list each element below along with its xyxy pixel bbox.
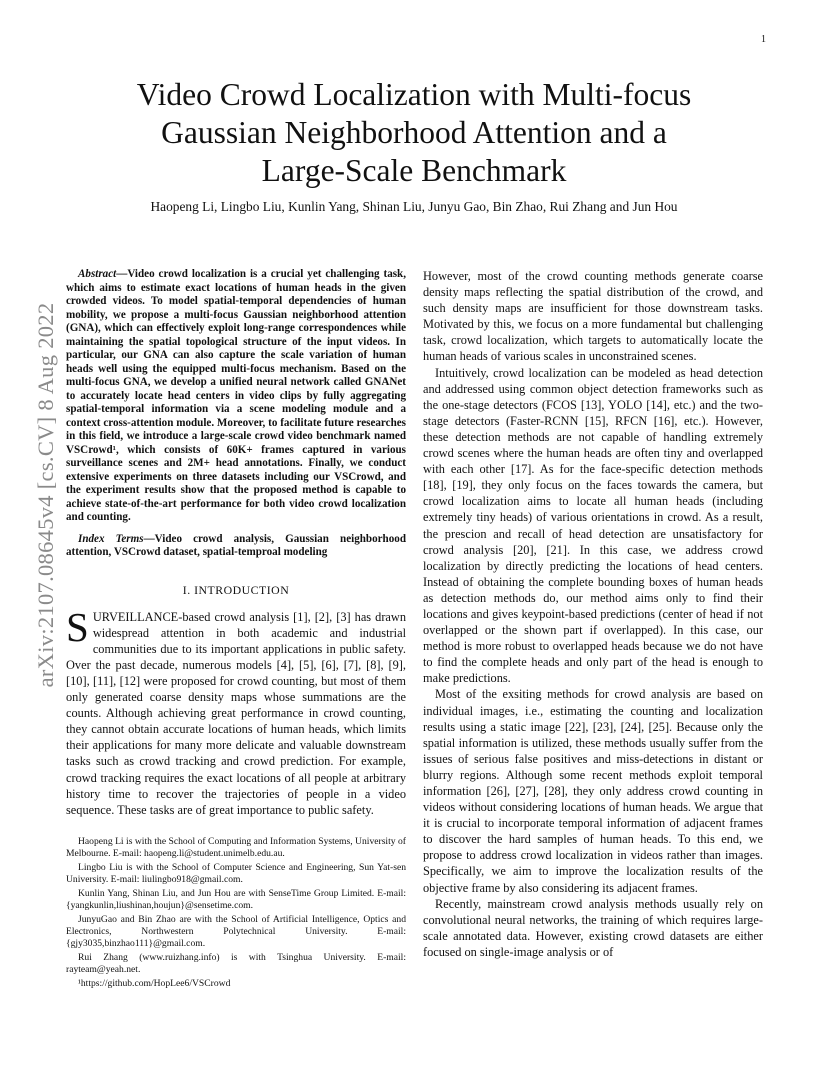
abstract-text: —Video crowd localization is a crucial yet challenging task, which aims to estimate exact locations of human heads in the given crowded videos. To model spatial-temporal dependencies of human mobility, we propose a multi-focus Gaussian neighborhood attention (GNA), which can effectively exploit long-range correspondences while maintaining the spatial topological structure of the input videos. In particular, our GNA can also capture the scale variation of human heads well using the equipped multi-focus mechanism. Based on the multi-focus GNA, we develop a unified neural network called GNANet to accurately locate head centers in video clips by fully aggregating spatial-temporal information via a scene modeling module and a context cross-attention module. Moreover, to facilitate future researches in this field, we introduce a large-scale crowd video benchmark named VSCrowd¹, which consists of 60K+ frames captured in various surveillance scenes and 2M+ head annotations. Finally, we conduct extensive experiments on three datasets including our VSCrowd, and the experiment results show that the proposed method is capable to achieve state-of-the-art performance for both video crowd localization and counting. <box>66 268 406 523</box>
title-line: Large-Scale Benchmark <box>261 153 567 188</box>
intro-paragraph <box>66 603 406 818</box>
index-terms-label: Index Terms <box>78 532 144 545</box>
footnote: JunyuGao and Bin Zhao are with the School of Artificial Intelligence, Optics and Electronics, Northwestern Polytechnical University. E-mail: {gjy3035,binzhao111}@gmail.com. <box>66 913 406 949</box>
footnote-link: ¹https://github.com/HopLee6/VSCrowd <box>78 977 231 989</box>
title-line: Gaussian Neighborhood Attention and a <box>161 115 667 150</box>
index-terms-text: —Video crowd analysis, Gaussian neighborhood attention, VSCrowd dataset, spatial-temproal modeling <box>66 532 406 558</box>
footnote: Kunlin Yang, Shinan Liu, and Jun Hou are with SenseTime Group Limited. E-mail: {yangkunlin,liushinan,houjun}@sensetime.com. <box>66 887 406 911</box>
left-column <box>66 268 406 992</box>
body-paragraph: Intuitively, crowd localization can be modeled as head detection and addressed using common object detection frameworks such as the one-stage detectors (FCOS [13], YOLO [14], etc.) and the two-stage detectors (Faster-RCNN [15], RFCN [16], etc.). However, these detection methods are not capable of handling extremely crowd scenes where the human heads are often tiny and overlapped with each other [17]. As for the face-specific detection methods [18], [19], they only focus on the faces towards the camera, but crowd localization aims to locate all human heads (including extremely tiny heads) of various orientations in crowd. As a result, the prescion and recall of head detection are unsatisfactory for crowd analysis [20], [21]. In this case, we address crowd localization by directly predicting the locations of head centers. Instead of obtaining the complete bounding boxes of human heads as detection methods do, our method aims only to find their locations and gives keypoint-based predictions (center of head if not overlapped or the shown part if overlapped). In this case, our method is more robust to overlapped heads because we do not have to find the complete heads and only part of the head is enough to make predictions. <box>423 365 763 686</box>
body-paragraph: However, most of the crowd counting methods generate coarse density maps reflecting the spatial distribution of the crowd, and such density maps are insufficient for those downstream tasks. Motivated by this, we focus on a more fundamental but challenging task, crowd localization, which targets to automatically locate the human heads of various scales in unconstrained scenes. <box>423 269 763 364</box>
page-number: 1 <box>761 34 766 45</box>
intro-text: URVEILLANCE-based crowd analysis [1], [2], [3] has drawn widespread attention in both academic and industrial communities due to its important applications in public safety. Over the past decade, numerous models [4], [5], [6], [7], [8], [9], [10], [11], [12] were proposed for crowd counting, but most of them only generated coarse density maps whose summations are the counts. Although achieving great performance in crowd counting, they cannot obtain accurate locations of human heads, which limits their applications for many more delicate and valuable downstream tasks such as crowd tracking and crowd prediction. For example, crowd tracking requires the exact locations of all people at arbitrary history time to recover the trajectories of people in a video sequence. These tasks are of great importance to public safety. <box>66 609 406 817</box>
title-line: Video Crowd Localization with Multi-focus <box>136 77 692 112</box>
drop-cap: S <box>66 603 89 650</box>
section-heading: I. INTRODUCTION <box>182 582 290 597</box>
arxiv-stamp <box>33 290 58 700</box>
index-terms <box>66 533 406 560</box>
right-column <box>423 268 763 960</box>
arxiv-stamp-text: arXiv:2107.08645v4 [cs.CV] 8 Aug 2022 <box>33 302 58 688</box>
body-paragraph: Most of the exsiting methods for crowd analysis are based on individual images, i.e., estimating the counting and localization results using a static image [22], [23], [24], [25]. Because only the spatial information is utilized, these methods usually suffer from the issues of serious false positives and miss-detections in distant or blurry regions. Although some recent methods exploit temporal information [26], [27], [28], they only address crowd counting in videos without considering locations of human heads. We argue that it is crucial to incorporate temporal information of adjacent frames to discover the hard samples of human heads. To this end, we propose to address crowd localization in videos rather than images. Specifically, we aim to improve the localization results of the objective frame by also considering its adjacent frames. <box>423 687 763 895</box>
abstract <box>66 268 406 525</box>
footnote: Rui Zhang (www.ruizhang.info) is with Tsinghua University. E-mail: rayteam@yeah.net. <box>66 951 406 975</box>
body-paragraph: Recently, mainstream crowd analysis methods usually rely on convolutional neural networks, the training of which requires large-scale annotated data. However, existing crowd datasets are either focused on single-image analysis or of <box>423 896 763 959</box>
paper-title <box>70 76 758 190</box>
abstract-label: Abstract <box>78 268 117 280</box>
footnote: Lingbo Liu is with the School of Computer Science and Engineering, Sun Yat-sen University. E-mail: liulingbo918@gmail.com. <box>66 861 406 885</box>
author-footnotes <box>66 836 406 990</box>
author-list: Haopeng Li, Lingbo Liu, Kunlin Yang, Shinan Liu, Junyu Gao, Bin Zhao, Rui Zhang and Jun Hou <box>150 199 678 214</box>
footnote: Haopeng Li is with the School of Computing and Information Systems, University of Melbourne. E-mail: haopeng.li@student.unimelb.edu.au. <box>66 835 406 859</box>
